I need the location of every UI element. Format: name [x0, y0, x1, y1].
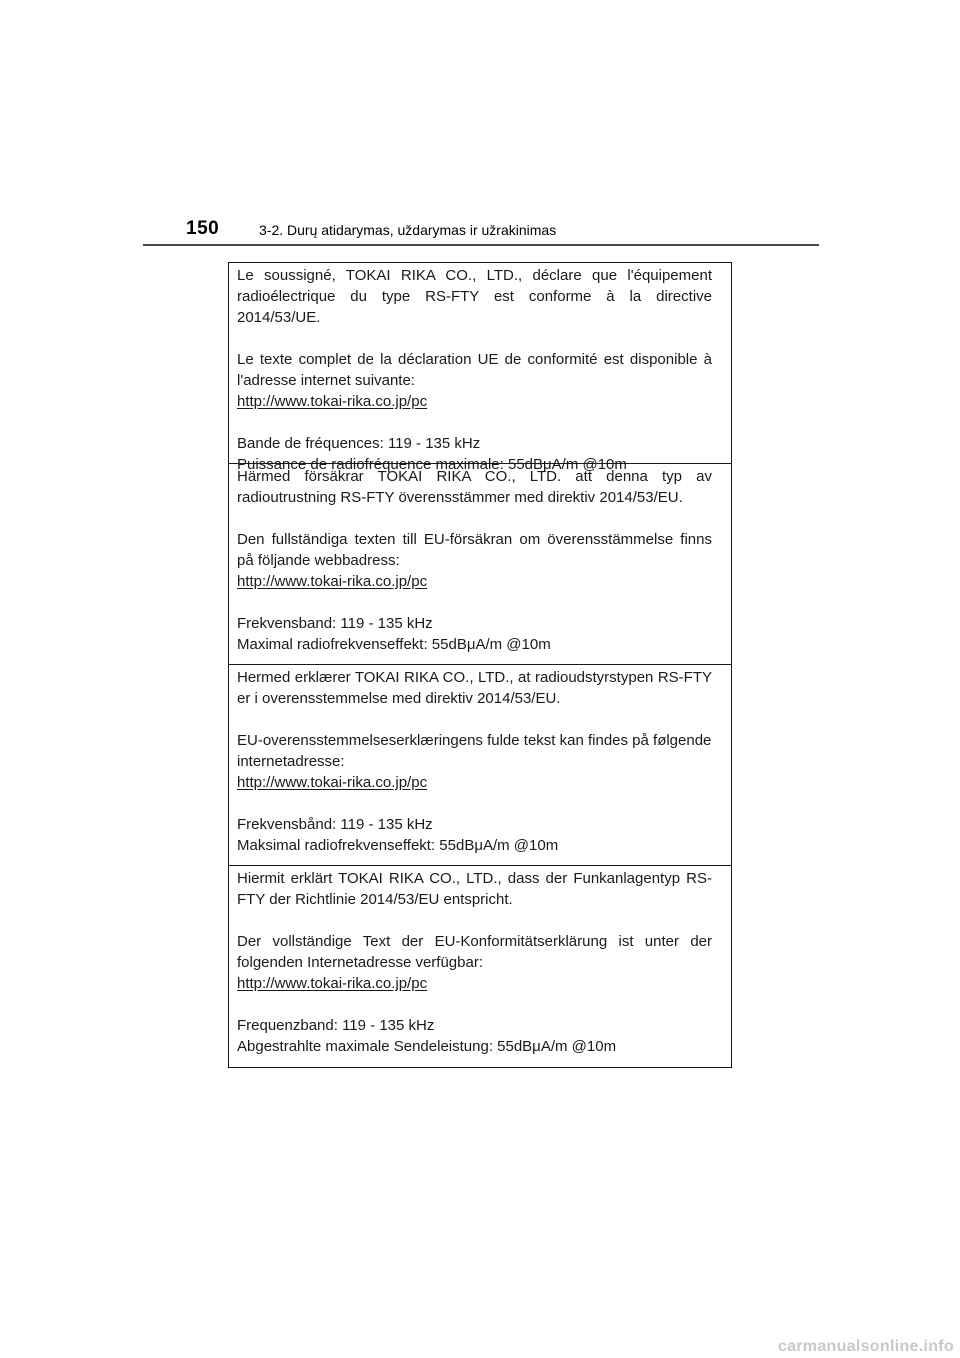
availability-text: Le texte complet de la déclaration UE de conformité est disponible à l'adresse internet suivante: — [237, 351, 712, 389]
frequency-band: Frekvensbånd: 119 - 135 kHz — [237, 816, 433, 833]
declaration-block-german — [229, 866, 731, 1067]
section-title: 3-2. Durų atidarymas, uždarymas ir užrakinimas — [259, 222, 557, 238]
header-divider — [143, 244, 819, 246]
frequency-band: Frequenzband: 119 - 135 kHz — [237, 1017, 435, 1034]
max-power: Maksimal radiofrekvenseffekt: 55dBμA/m @10m — [237, 837, 559, 854]
declaration-block-swedish — [229, 464, 731, 665]
declaration-block-danish — [229, 665, 731, 866]
declaration-text: Härmed försäkrar TOKAI RIKA CO., LTD. att denna typ av radioutrustning RS-FTY överensstämmer med direktiv 2014/53/EU. — [237, 468, 712, 506]
frequency-band: Frekvensband: 119 - 135 kHz — [237, 615, 433, 632]
max-power: Maximal radiofrekvenseffekt: 55dBμA/m @10m — [237, 636, 551, 653]
declaration-url-link[interactable]: http://www.tokai-rika.co.jp/pc — [237, 393, 428, 410]
max-power: Abgestrahlte maximale Sendeleistung: 55dBμA/m @10m — [237, 1038, 617, 1055]
page-number: 150 — [186, 218, 220, 239]
declaration-block-french — [229, 263, 731, 473]
declaration-text: Hermed erklærer TOKAI RIKA CO., LTD., at radioudstyrstypen RS-FTY er i overensstemmelse med direktiv 2014/53/EU. — [237, 669, 712, 707]
watermark: carmanualsonline.info — [777, 1338, 954, 1355]
declaration-url-link[interactable]: http://www.tokai-rika.co.jp/pc — [237, 774, 428, 791]
frequency-band: Bande de fréquences: 119 - 135 kHz — [237, 435, 481, 452]
declaration-table — [228, 262, 732, 1068]
declaration-url-link[interactable]: http://www.tokai-rika.co.jp/pc — [237, 975, 428, 992]
availability-text: EU-overensstemmelseserklæringens fulde tekst kan findes på følgende internetadresse: — [237, 732, 712, 770]
declaration-text: Le soussigné, TOKAI RIKA CO., LTD., déclare que l'équipement radioélectrique du type RS-FTY est conforme à la directive 2014/53/UE. — [237, 267, 712, 326]
max-power: Puissance de radiofréquence maximale: 55dBμA/m @10m — [237, 456, 627, 473]
declaration-url-link[interactable]: http://www.tokai-rika.co.jp/pc — [237, 573, 428, 590]
availability-text: Den fullständiga texten till EU-försäkran om överensstämmelse finns på följande webbadress: — [237, 531, 712, 569]
declaration-text: Hiermit erklärt TOKAI RIKA CO., LTD., dass der Funkanlagentyp RS-FTY der Richtlinie 2014/53/EU entspricht. — [237, 870, 712, 908]
availability-text: Der vollständige Text der EU-Konformitätserklärung ist unter der folgenden Internetadresse verfügbar: — [237, 933, 712, 971]
